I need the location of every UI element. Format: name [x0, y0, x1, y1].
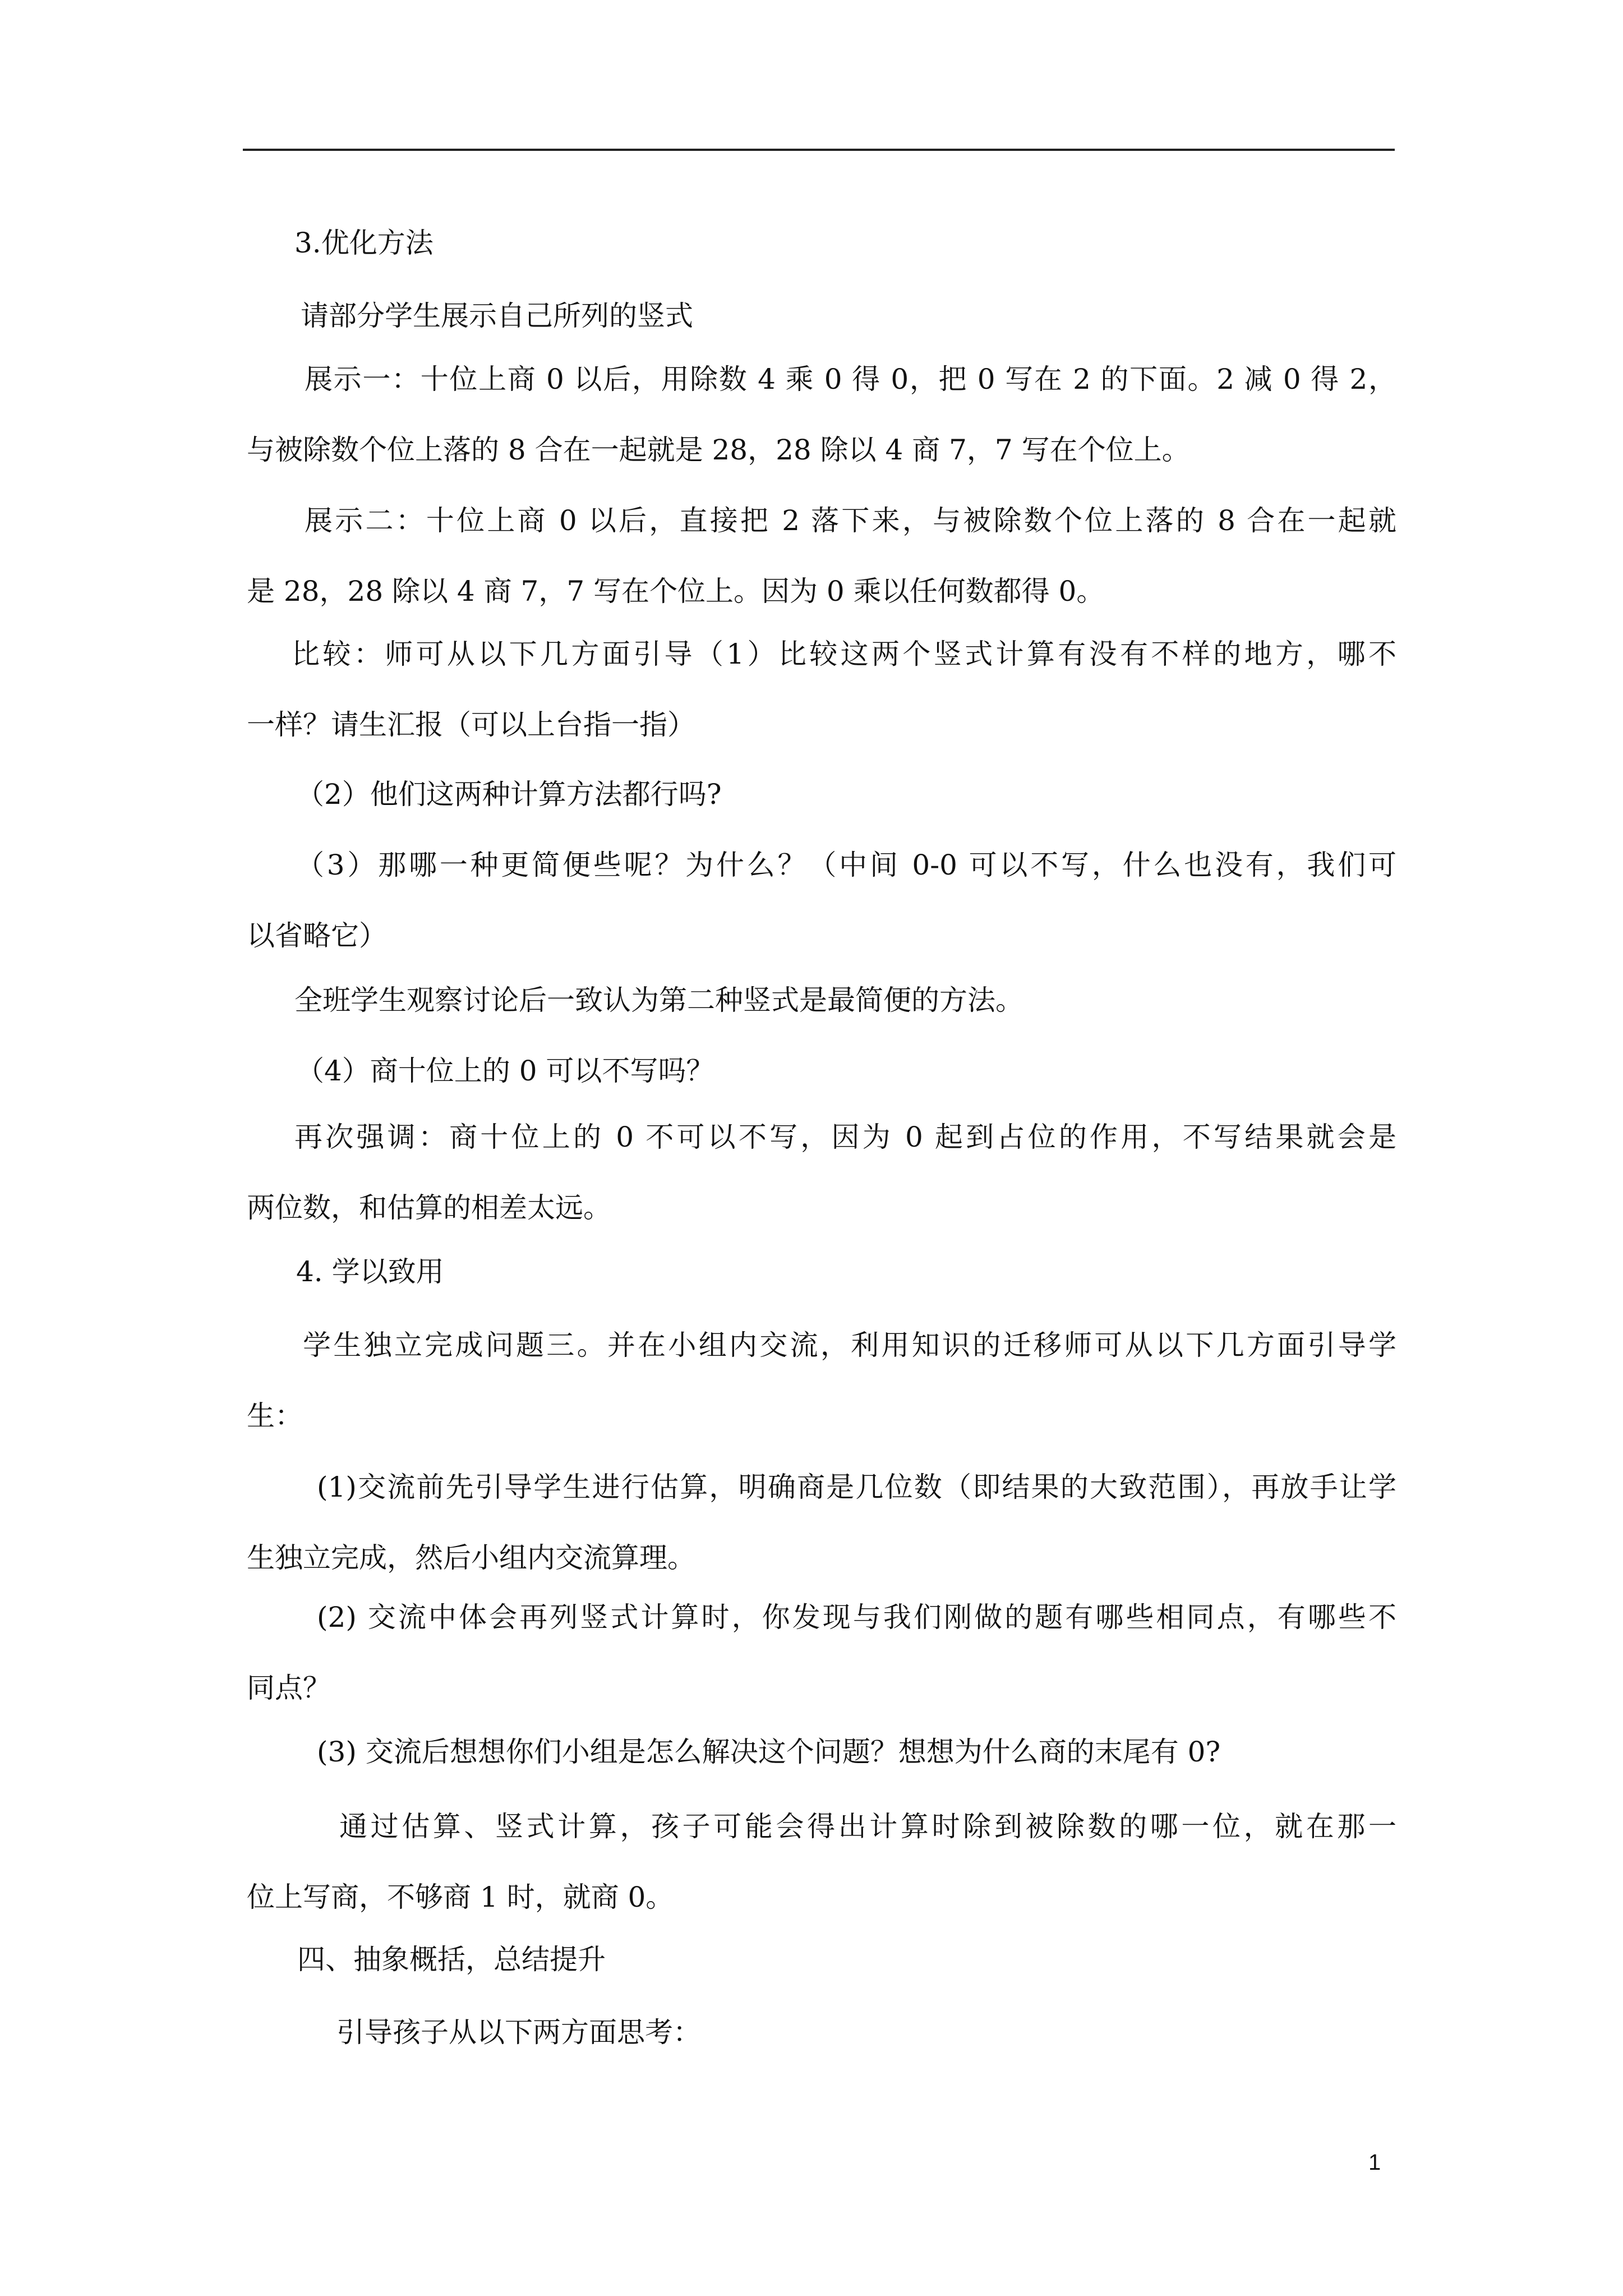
text-line: 以省略它） [247, 919, 387, 952]
text-line: (1)交流前先引导学生进行估算，明确商是几位数（即结果的大致范围），再放手让学 [317, 1471, 1396, 1503]
text-line: 四、抽象概括，总结提升 [297, 1943, 606, 1976]
paragraph-11 [247, 1236, 1396, 1307]
text-line: (3) 交流后想想你们小组是怎么解决这个问题？想想为什么商的末尾有 0? [317, 1736, 1221, 1768]
text-line: 引导孩子从以下两方面思考： [336, 2016, 701, 2049]
text-line: 3.优化方法 [294, 227, 434, 259]
text-line: 全班学生观察讨论后一致认为第二种竖式是最简便的方法。 [294, 984, 1023, 1016]
text-line: 位上写商，不够商 1 时，就商 0。 [247, 1881, 674, 1913]
paragraph-4 [247, 485, 1396, 627]
header-rule [243, 149, 1395, 151]
paragraph-7 [247, 830, 1396, 971]
paragraph-5 [247, 619, 1396, 760]
text-line: 两位数，和估算的相差太远。 [247, 1191, 611, 1224]
text-line: 是 28，28 除以 4 商 7，7 写在个位上。因为 0 乘以任何数都得 0。 [247, 575, 1105, 608]
paragraph-15 [247, 1717, 1396, 1787]
text-line: 再次强调：商十位上的 0 不可以不写，因为 0 起到占位的作用，不写结果就会是 [294, 1121, 1396, 1153]
text-line: 与被除数个位上落的 8 合在一起就是 28，28 除以 4 商 7，7 写在个位上。 [247, 434, 1190, 466]
text-line: 展示一：十位上商 0 以后，用除数 4 乘 0 得 0，把 0 写在 2 的下面。2 减 0 得 2， [305, 363, 1396, 395]
text-line: （3）那哪一种更简便些呢？为什么？（中间 0-0 可以不写，什么也没有，我们可 [296, 849, 1396, 881]
text-line: 生： [247, 1400, 303, 1432]
text-line: 4. 学以致用 [296, 1255, 444, 1288]
paragraph-13 [247, 1452, 1396, 1593]
text-line: （2）他们这两种计算方法都行吗? [296, 778, 722, 811]
paragraph-9 [247, 1036, 1396, 1106]
paragraph-18 [247, 1997, 1396, 2068]
text-line: 请部分学生展示自己所列的竖式 [301, 300, 693, 332]
paragraph-2 [247, 280, 1396, 351]
text-line: 比较：师可从以下几方面引导（1）比较这两个竖式计算有没有不样的地方，哪不 [292, 638, 1396, 670]
paragraph-1 [247, 208, 1396, 278]
text-line: 学生独立完成问题三。并在小组内交流，利用知识的迁移师可从以下几方面引导学 [303, 1329, 1396, 1361]
paragraph-17 [247, 1924, 1396, 1995]
paragraph-12 [247, 1310, 1396, 1451]
paragraph-14 [247, 1582, 1396, 1723]
text-line: (2) 交流中体会再列竖式计算时，你发现与我们刚做的题有哪些相同点，有哪些不 [317, 1601, 1396, 1634]
text-line: 一样？请生汇报（可以上台指一指） [247, 708, 695, 741]
text-line: 展示二：十位上商 0 以后，直接把 2 落下来，与被除数个位上落的 8 合在一起就 [305, 504, 1396, 537]
text-line: （4）商十位上的 0 可以不写吗？ [296, 1055, 714, 1087]
text-line: 同点？ [247, 1672, 331, 1704]
page-number: 1 [1368, 2150, 1381, 2175]
text-line: 通过估算、竖式计算，孩子可能会得出计算时除到被除数的哪一位，就在那一 [339, 1810, 1396, 1843]
paragraph-10 [247, 1102, 1396, 1243]
paragraph-3 [247, 344, 1396, 485]
paragraph-6 [247, 759, 1396, 830]
text-line: 生独立完成，然后小组内交流算理。 [247, 1542, 695, 1574]
paragraph-8 [247, 965, 1396, 1036]
paragraph-16 [247, 1791, 1396, 1932]
